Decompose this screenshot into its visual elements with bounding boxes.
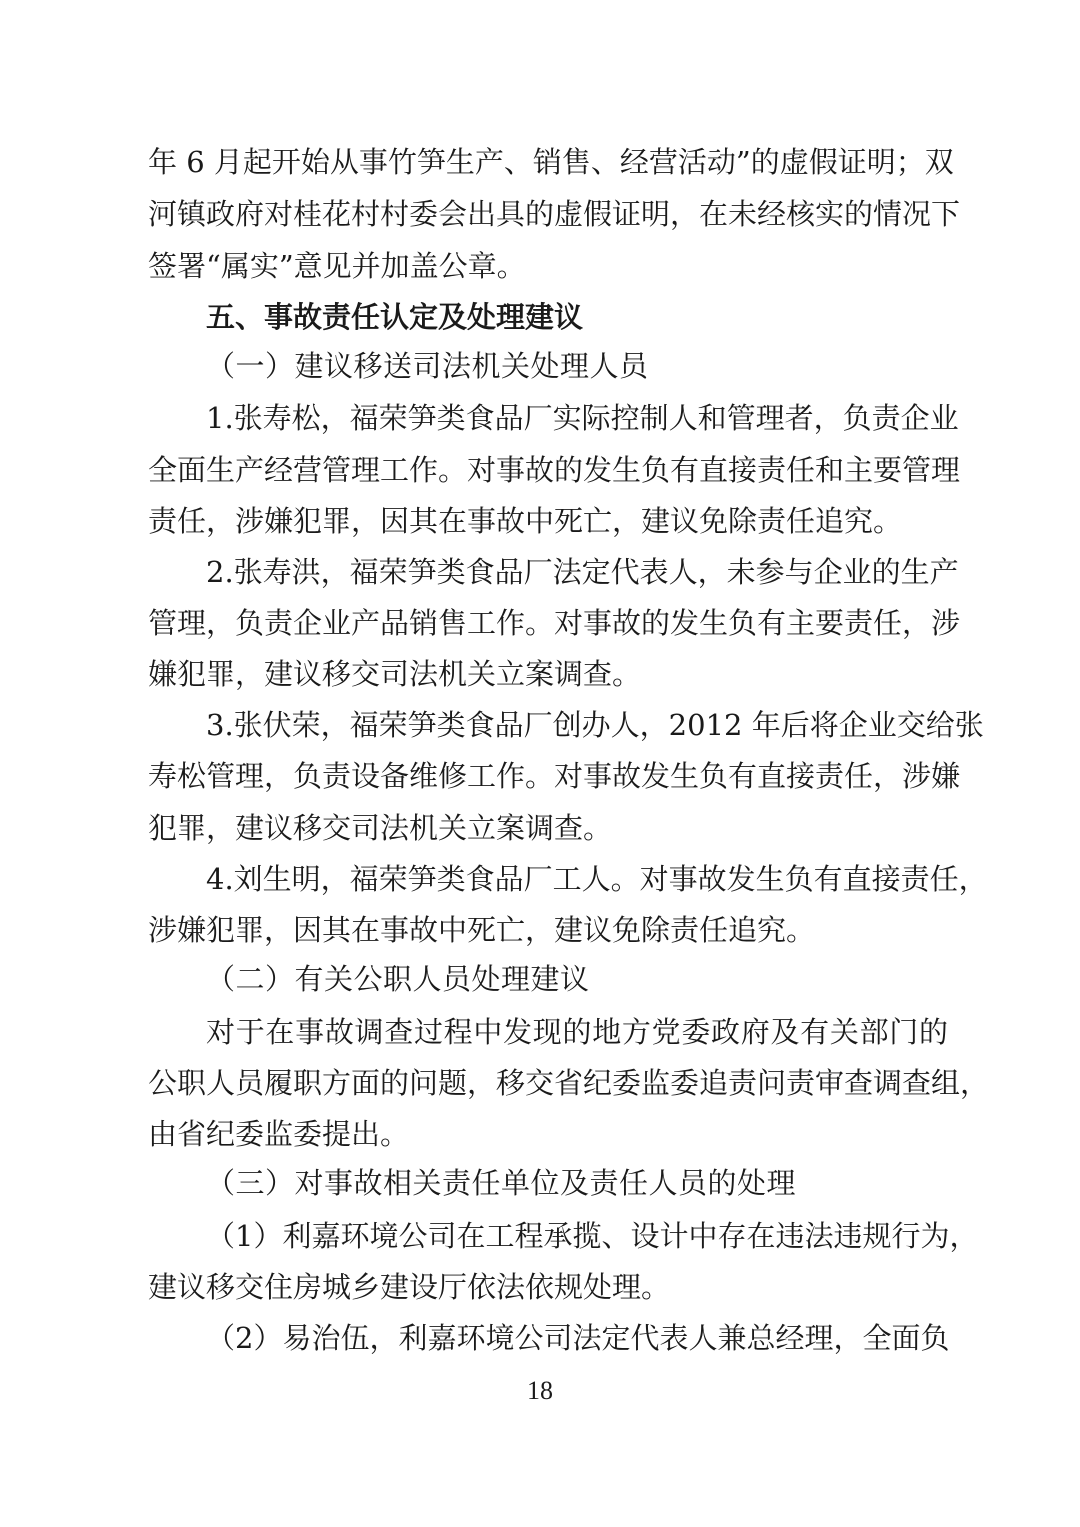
paragraph-line: 管理，负责企业产品销售工作。对事故的发生负有主要责任，涉 xyxy=(148,606,961,640)
paragraph-line: 嫌犯罪，建议移交司法机关立案调查。 xyxy=(148,657,642,691)
paragraph-line: 对于在事故调查过程中发现的地方党委政府及有关部门的 xyxy=(206,1015,948,1049)
paragraph-line: 签署“属实”意见并加盖公章。 xyxy=(148,249,526,283)
paragraph-line: 建议移交住房城乡建设厅依法依规处理。 xyxy=(148,1270,671,1304)
paragraph-line: 公职人员履职方面的问题，移交省纪委监委追责问责审查调查组， xyxy=(148,1066,990,1100)
paragraph-line: （2）易治伍，利嘉环境公司法定代表人兼总经理，全面负 xyxy=(206,1321,950,1355)
subsection-heading: （一）建议移送司法机关处理人员 xyxy=(206,349,649,383)
paragraph-line: 寿松管理，负责设备维修工作。对事故发生负有直接责任，涉嫌 xyxy=(148,759,961,793)
page-number: 18 xyxy=(527,1376,553,1405)
paragraph-line: 1.张寿松，福荣笋类食品厂实际控制人和管理者，负责企业 xyxy=(206,401,959,435)
paragraph-line: 犯罪，建议移交司法机关立案调查。 xyxy=(148,811,613,845)
paragraph-line: （1）利嘉环境公司在工程承揽、设计中存在违法违规行为， xyxy=(206,1219,979,1253)
paragraph-line: 2.张寿洪，福荣笋类食品厂法定代表人，未参与企业的生产 xyxy=(206,555,959,589)
paragraph-line: 年 6 月起开始从事竹笋生产、销售、经营活动”的虚假证明；双 xyxy=(148,145,954,179)
section-heading: 五、事故责任认定及处理建议 xyxy=(206,300,584,334)
paragraph-line: 涉嫌犯罪，因其在事故中死亡，建议免除责任追究。 xyxy=(148,913,816,947)
paragraph-line: 全面生产经营管理工作。对事故的发生负有直接责任和主要管理 xyxy=(148,453,961,487)
paragraph-line: 由省纪委监委提出。 xyxy=(148,1117,410,1151)
subsection-heading: （二）有关公职人员处理建议 xyxy=(206,962,590,996)
paragraph-line: 责任，涉嫌犯罪，因其在事故中死亡，建议免除责任追究。 xyxy=(148,504,903,538)
paragraph-line: 河镇政府对桂花村村委会出具的虚假证明，在未经核实的情况下 xyxy=(148,197,961,231)
paragraph-line: 3.张伏荣，福荣笋类食品厂创办人，2012 年后将企业交给张 xyxy=(206,708,984,742)
subsection-heading: （三）对事故相关责任单位及责任人员的处理 xyxy=(206,1166,797,1200)
paragraph-line: 4.刘生明，福荣笋类食品厂工人。对事故发生负有直接责任， xyxy=(206,862,988,896)
